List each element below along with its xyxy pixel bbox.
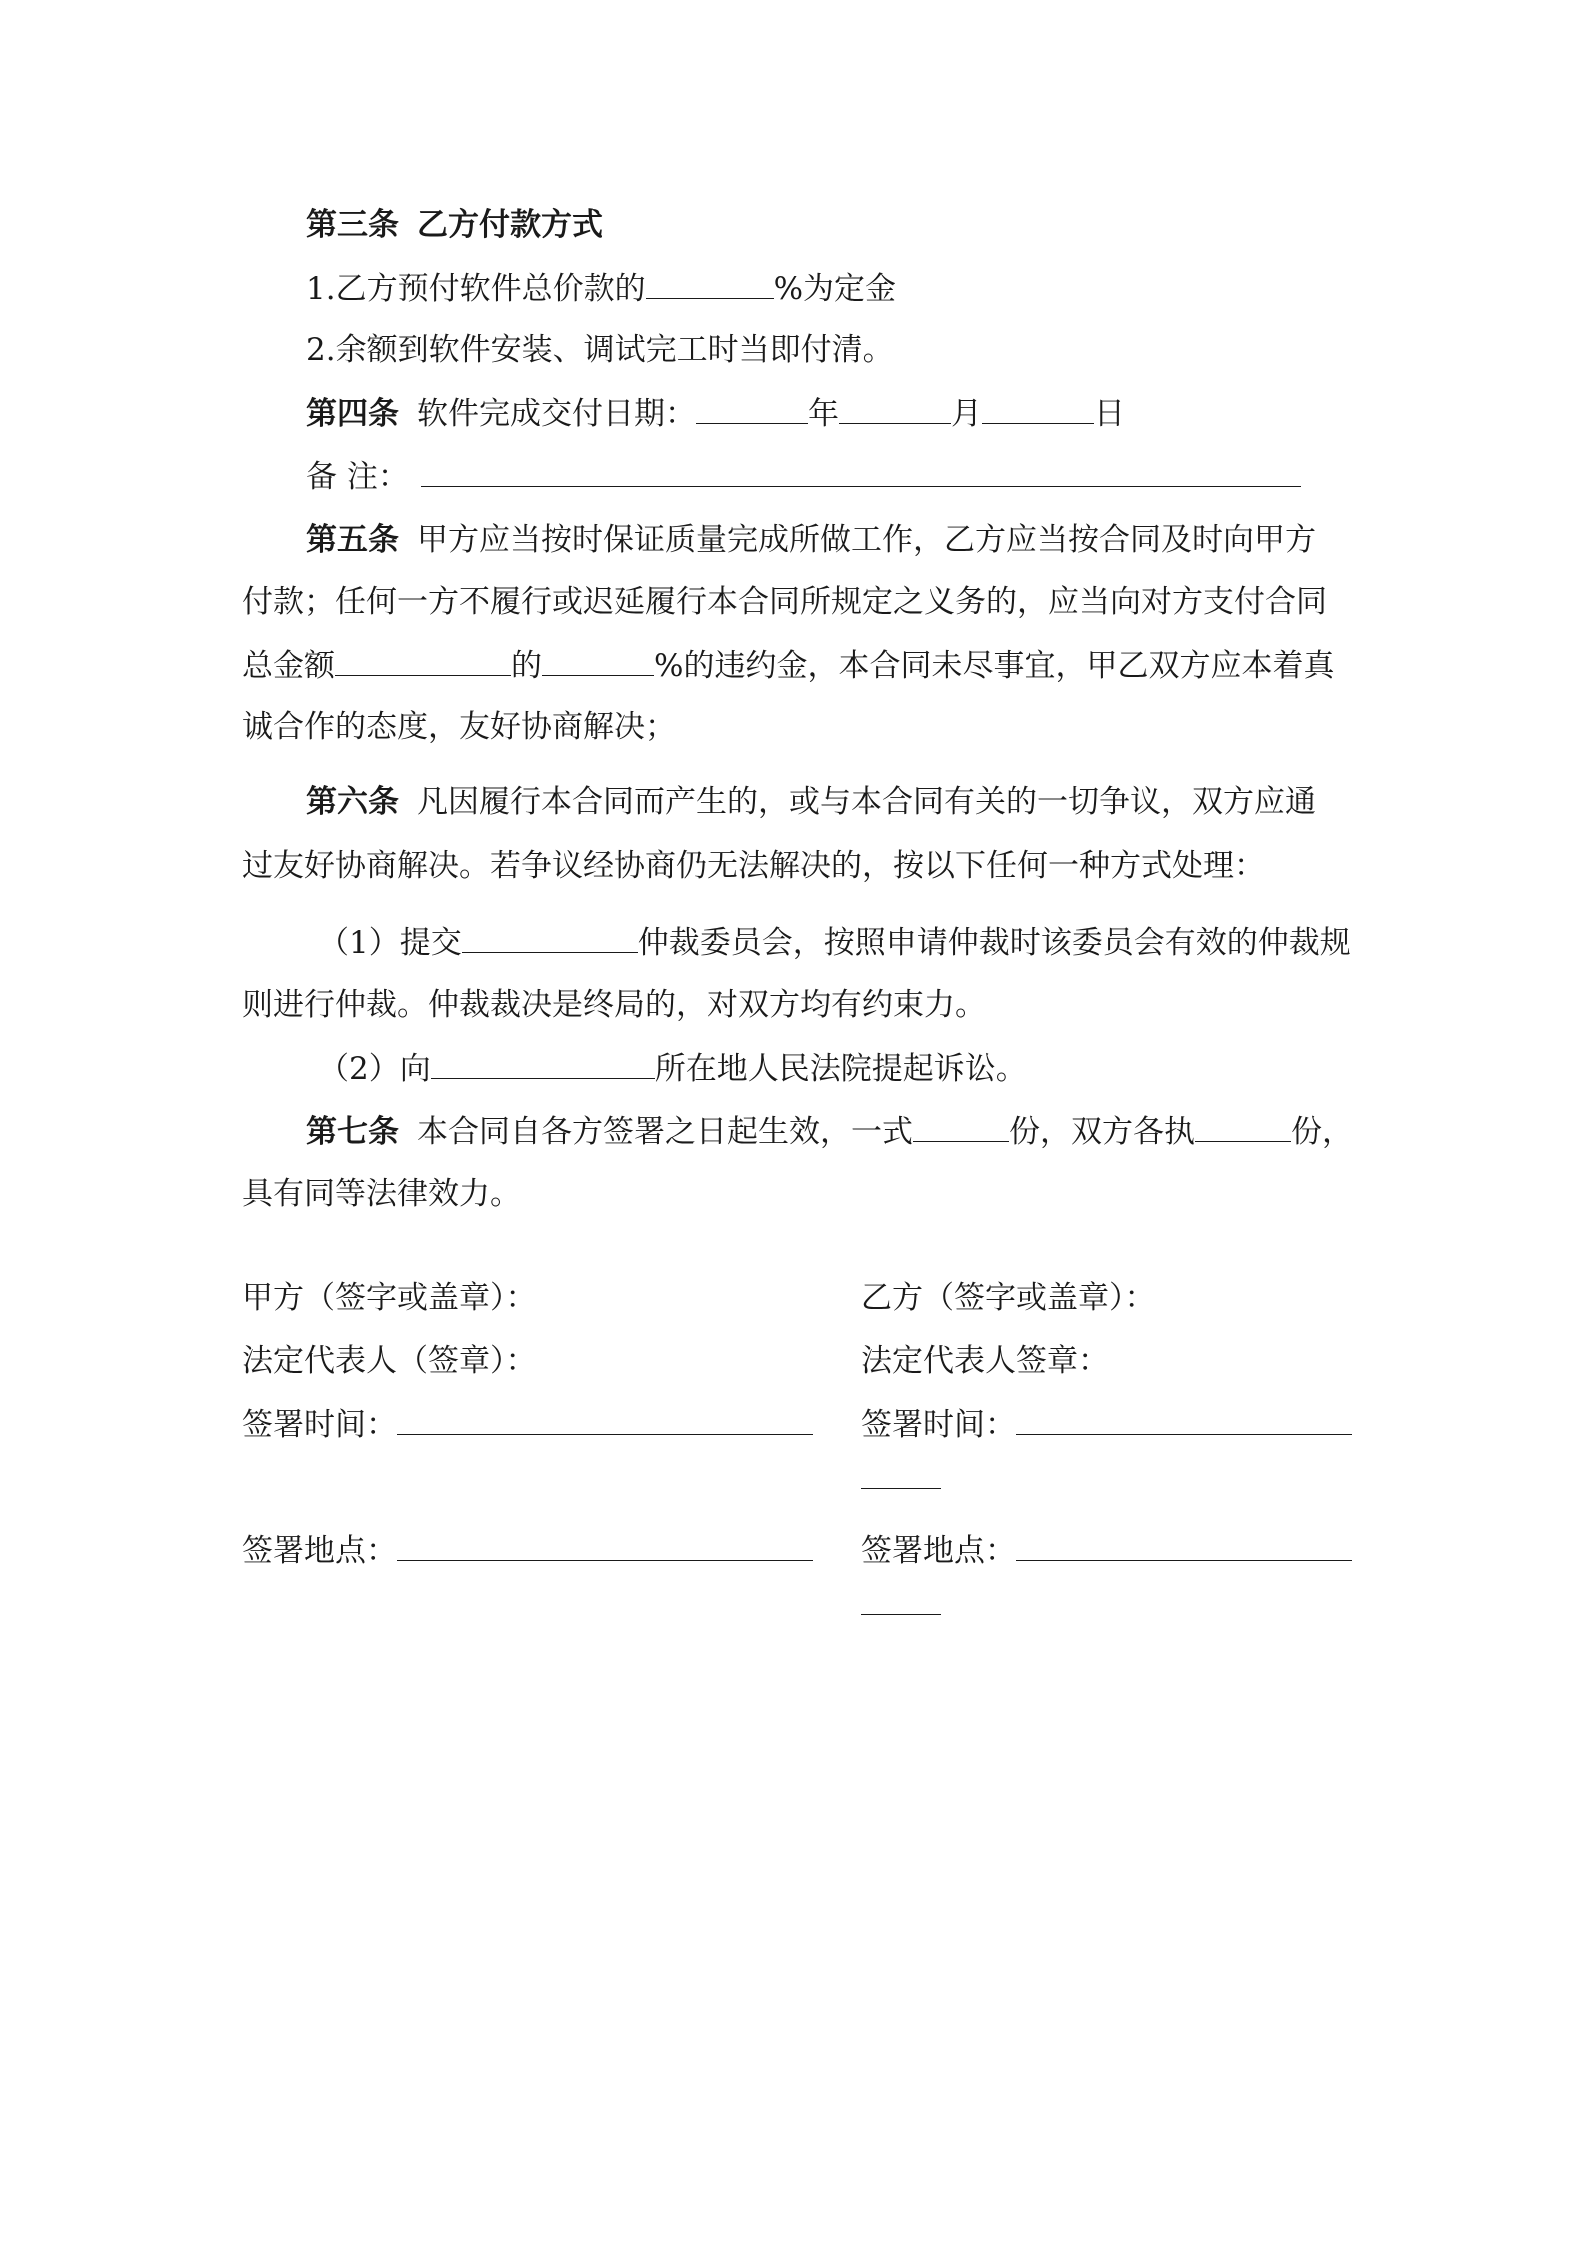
day-blank[interactable] — [982, 393, 1094, 424]
party-b-label: 乙方（签字或盖章）： — [861, 1280, 1156, 1316]
article-7-line-2: 具有同等法律效力。 — [242, 1176, 521, 1212]
total-amount-blank[interactable] — [335, 645, 511, 676]
option-2-text: 所在地人民法院提起诉讼。 — [654, 1051, 1027, 1087]
court-location-blank[interactable] — [431, 1048, 655, 1079]
article-7-text-b: 份，双方各执 — [1009, 1114, 1195, 1150]
sign-time-b-blank-continued[interactable] — [861, 1458, 941, 1489]
sign-time-b-blank[interactable] — [1016, 1404, 1352, 1435]
delivery-date-label: 软件完成交付日期： — [417, 396, 696, 432]
copies-blank[interactable] — [913, 1111, 1009, 1142]
article-3-item-2: 2.余额到软件安装、调试完工时当即付清。 — [306, 332, 894, 368]
sign-place-a-line — [242, 1530, 813, 1570]
year-label: 年 — [808, 396, 839, 432]
option-2-prefix: （2）向 — [318, 1051, 431, 1087]
sign-time-a-blank[interactable] — [397, 1404, 813, 1435]
article-6-option-1-line-2: 则进行仲裁。仲裁裁决是终局的，对双方均有约束力。 — [242, 987, 986, 1023]
deposit-suffix: %为定金 — [773, 271, 897, 307]
deposit-text: 1.乙方预付软件总价款的 — [306, 271, 646, 307]
article-5-line-2: 付款；任何一方不履行或迟延履行本合同所规定之义务的，应当向对方支付合同 — [242, 584, 1327, 620]
remark-blank[interactable] — [421, 456, 1301, 487]
total-amount-label: 总金额 — [242, 648, 335, 684]
of-label: 的 — [511, 648, 542, 684]
penalty-text: %的违约金，本合同未尽事宜，甲乙双方应本着真 — [654, 648, 1335, 684]
article-4-label: 第四条 — [306, 396, 399, 432]
sign-time-b-line — [861, 1404, 1352, 1444]
sign-place-b-blank-cont — [861, 1584, 941, 1624]
sign-place-a-label: 签署地点： — [242, 1533, 397, 1569]
sign-time-a-line — [242, 1404, 813, 1444]
rep-b-label: 法定代表人签章： — [861, 1343, 1109, 1379]
article-7-line-1 — [306, 1111, 1353, 1151]
article-3-item-1 — [306, 268, 896, 308]
article-6-option-2 — [318, 1048, 1027, 1088]
article-5-line-1 — [306, 520, 1316, 560]
day-label: 日 — [1094, 396, 1125, 432]
sign-place-b-line — [861, 1530, 1352, 1570]
article-3-label: 第三条 — [306, 207, 399, 243]
article-4-line — [306, 393, 1125, 433]
year-blank[interactable] — [696, 393, 808, 424]
article-5-text-1: 甲方应当按时保证质量完成所做工作，乙方应当按合同及时向甲方 — [417, 522, 1316, 558]
penalty-percent-blank[interactable] — [542, 645, 654, 676]
article-7-label: 第七条 — [306, 1114, 399, 1150]
article-6-option-1 — [318, 922, 1351, 962]
month-blank[interactable] — [839, 393, 951, 424]
sign-place-b-blank[interactable] — [1016, 1530, 1352, 1561]
party-a-label: 甲方（签字或盖章）： — [242, 1280, 537, 1316]
article-3-heading — [306, 205, 603, 245]
article-3-title: 乙方付款方式 — [417, 207, 603, 243]
article-7-text-a: 本合同自各方签署之日起生效，一式 — [417, 1114, 913, 1150]
sign-place-b-label: 签署地点： — [861, 1533, 1016, 1569]
option-1-prefix: （1）提交 — [318, 925, 462, 961]
article-6-label: 第六条 — [306, 784, 399, 820]
sign-time-b-label: 签署时间： — [861, 1407, 1016, 1443]
month-label: 月 — [951, 396, 982, 432]
article-7-text-c: 份， — [1291, 1114, 1353, 1150]
article-5-line-4: 诚合作的态度，友好协商解决； — [242, 709, 676, 745]
sign-place-b-blank-continued[interactable] — [861, 1584, 941, 1615]
sign-time-a-label: 签署时间： — [242, 1407, 397, 1443]
rep-a-label: 法定代表人（签章）： — [242, 1343, 537, 1379]
option-1-text: 仲裁委员会，按照申请仲裁时该委员会有效的仲裁规 — [637, 925, 1351, 961]
sign-place-a-blank[interactable] — [397, 1530, 813, 1561]
article-5-line-3 — [242, 645, 1334, 685]
arbitration-committee-blank[interactable] — [462, 922, 638, 953]
remark-label: 备 注： — [306, 459, 409, 495]
article-5-label: 第五条 — [306, 522, 399, 558]
remark-line — [306, 456, 1301, 496]
article-6-line-2: 过友好协商解决。若争议经协商仍无法解决的，按以下任何一种方式处理： — [242, 848, 1265, 884]
copies-each-blank[interactable] — [1195, 1111, 1291, 1142]
article-6-text-1: 凡因履行本合同而产生的，或与本合同有关的一切争议，双方应通 — [417, 784, 1316, 820]
article-6-line-1 — [306, 782, 1316, 822]
sign-time-b-blank-cont — [861, 1458, 941, 1498]
deposit-percent-blank[interactable] — [646, 268, 774, 299]
